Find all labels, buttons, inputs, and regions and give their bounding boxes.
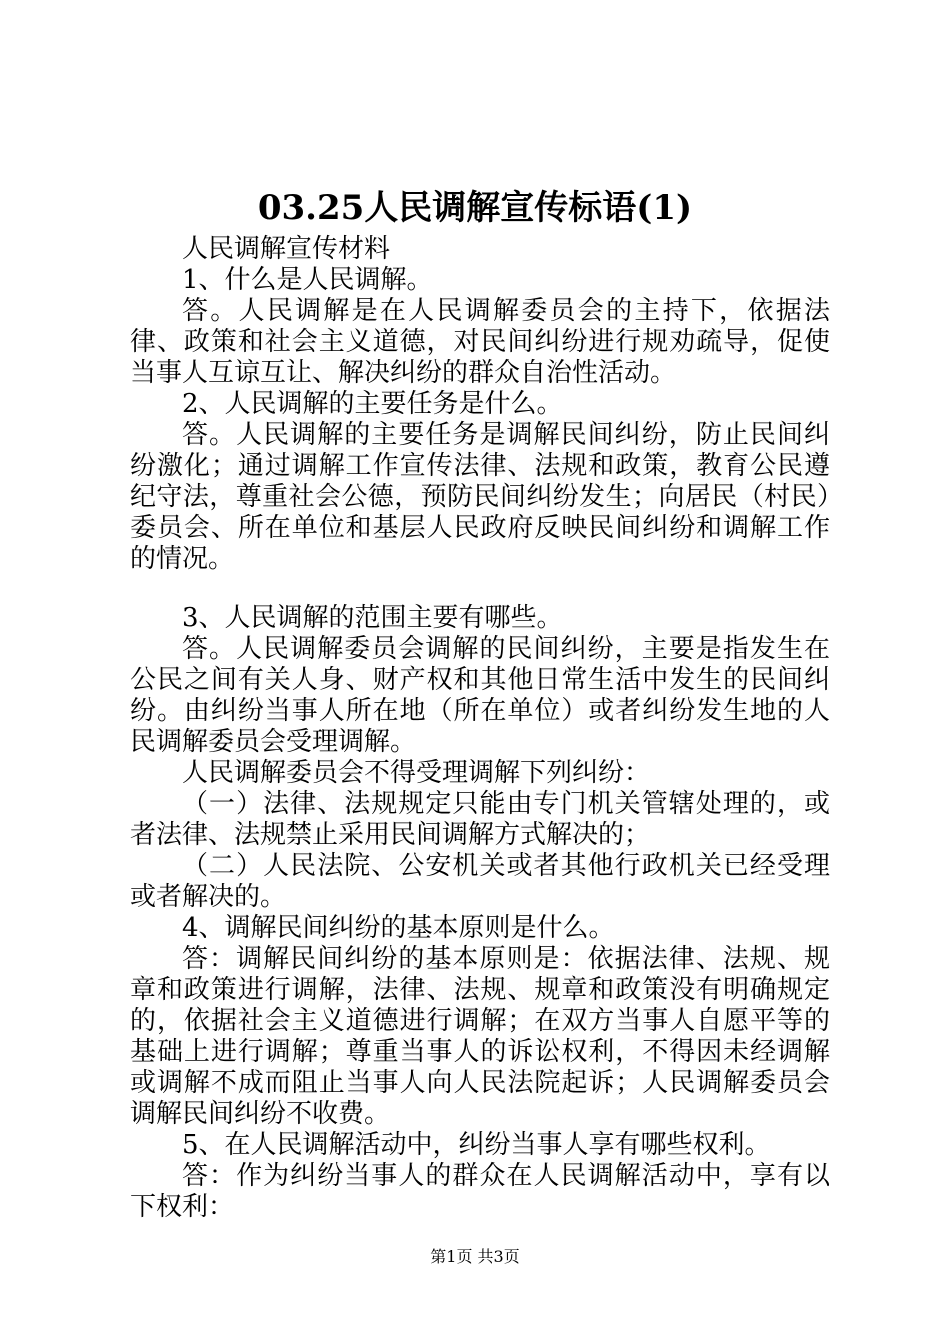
answer-paragraph: 答：调解民间纠纷的基本原则是：依据法律、法规、规章和政策进行调解，法律、法规、规章和政策没有明确规定的，依据社会主义道德进行调解；在双方当事人自愿平等的基础上进行调解；尊重当事人的诉讼权利，不得因未经调解或调解不成而阻止当事人向人民法院起诉；人民调解委员会调解民间纠纷不收费。 (130, 944, 830, 1129)
list-item: （二）人民法院、公安机关或者其他行政机关已经受理或者解决的。 (130, 851, 830, 912)
question-heading: 5、在人民调解活动中，纠纷当事人享有哪些权利。 (182, 1130, 771, 1160)
question-heading: 2、人民调解的主要任务是什么。 (182, 389, 563, 419)
page-footer: 第1页 共3页 (430, 1247, 520, 1266)
answer-paragraph: 答。人民调解委员会调解的民间纠纷，主要是指发生在公民之间有关人身、财产权和其他日常生活中发生的民间纠纷。由纠纷当事人所在地（所在单位）或者纠纷发生地的人民调解委员会受理调解。 (130, 634, 830, 757)
question-heading: 4、调解民间纠纷的基本原则是什么。 (182, 913, 615, 943)
question-heading: 3、人民调解的范围主要有哪些。 (182, 603, 563, 633)
answer-paragraph: 答：作为纠纷当事人的群众在人民调解活动中，享有以下权利： (130, 1161, 830, 1222)
answer-paragraph: 答。人民调解是在人民调解委员会的主持下，依据法律、政策和社会主义道德，对民间纠纷进行规劝疏导，促使当事人互谅互让、解决纠纷的群众自治性活动。 (130, 296, 830, 388)
answer-paragraph: 答。人民调解的主要任务是调解民间纠纷，防止民间纠纷激化；通过调解工作宣传法律、法规和政策，教育公民遵纪守法，尊重社会公德，预防民间纠纷发生；向居民（村民）委员会、所在单位和基层人民政府反映民间纠纷和调解工作的情况。 (130, 420, 830, 574)
list-item: （一）法律、法规规定只能由专门机关管辖处理的，或者法律、法规禁止采用民间调解方式解决的； (130, 789, 830, 850)
question-heading: 1、什么是人民调解。 (182, 265, 433, 295)
document-body (130, 234, 830, 1223)
page-title: 03.25人民调解宣传标语(1) (257, 188, 693, 228)
paragraph: 人民调解宣传材料 (182, 234, 391, 264)
paragraph: 人民调解委员会不得受理调解下列纠纷： (182, 758, 651, 788)
